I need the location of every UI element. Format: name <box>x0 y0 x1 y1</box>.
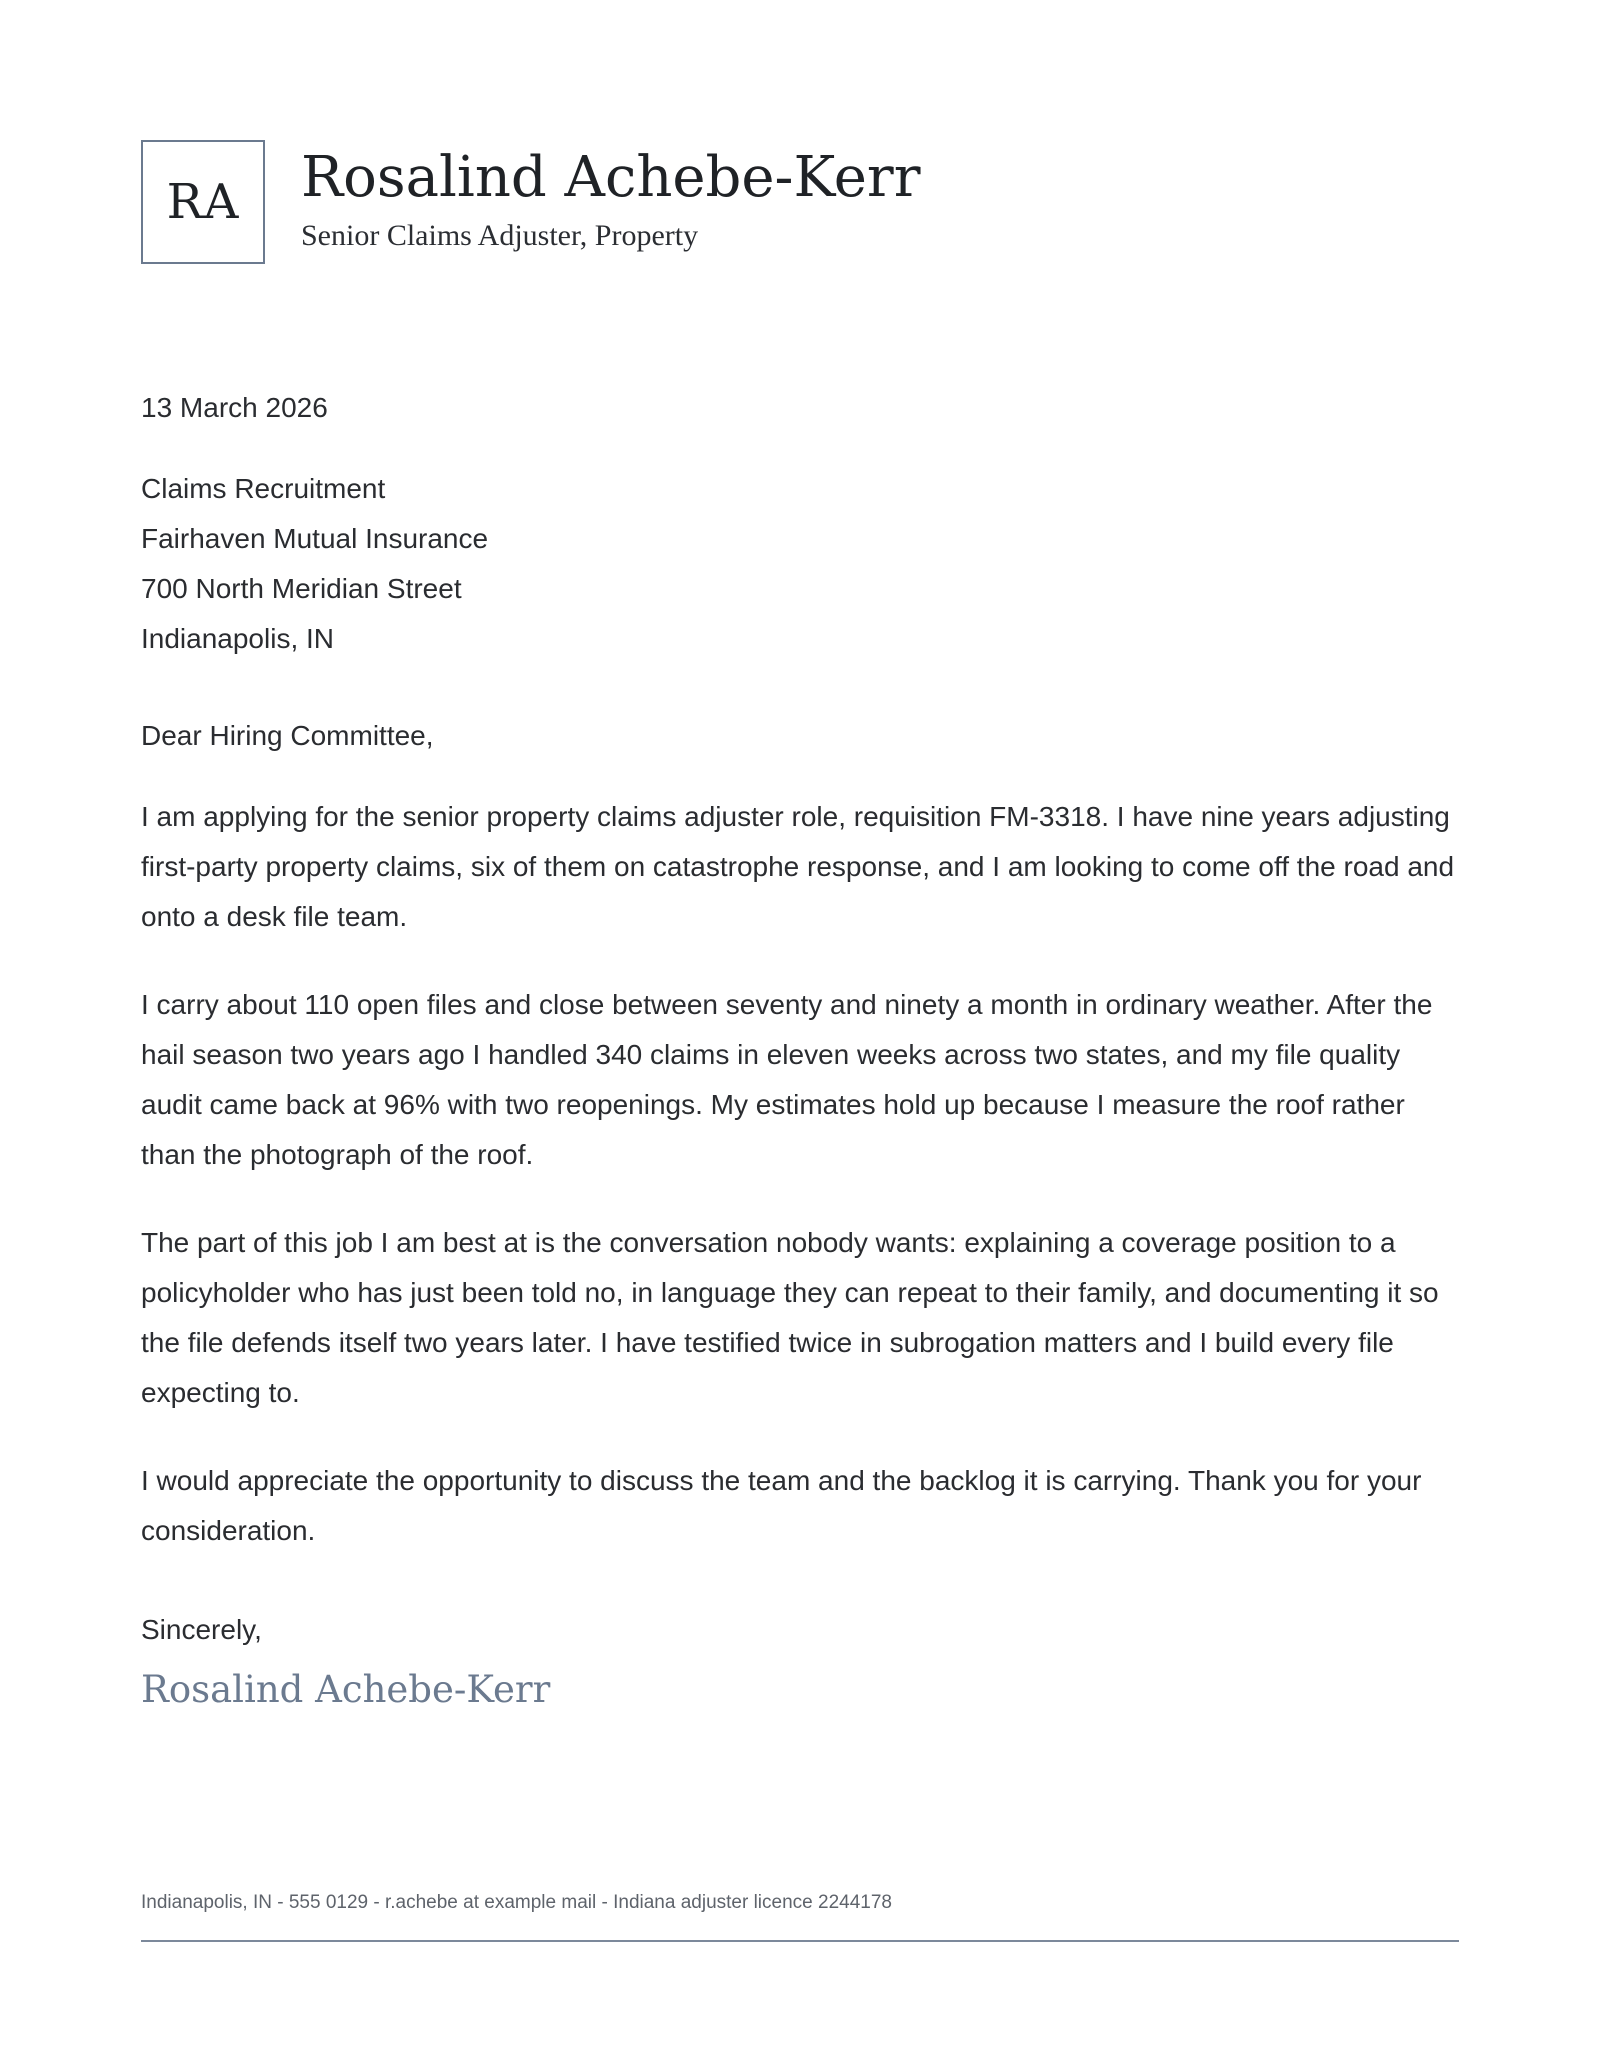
closing: Sincerely, <box>141 1614 262 1645</box>
sender-job-title: Senior Claims Adjuster, Property <box>301 219 699 252</box>
signature-name: Rosalind Achebe-Kerr <box>141 1668 551 1711</box>
recipient-address <box>141 464 488 664</box>
recipient-line: Indianapolis, IN <box>141 623 335 654</box>
footer-contact-line: Indianapolis, IN - 555 0129 - r.achebe at example mail - Indiana adjuster licence 2244178 <box>141 1892 892 1913</box>
body-paragraph: I carry about 110 open files and close between seventy and ninety a month in ordinary weather. After the hail season two years ago I handled 340 claims in eleven weeks across two states, and my file quality audit came back at 96% with two reopenings. My estimates hold up because I measure the roof rather than the photograph of the roof. <box>141 989 1433 1170</box>
letter-date: 13 March 2026 <box>141 392 328 423</box>
recipient-line: Fairhaven Mutual Insurance <box>141 523 489 554</box>
recipient-line: 700 North Meridian Street <box>141 573 462 604</box>
letterhead-title-block <box>301 144 920 256</box>
letterhead <box>141 140 920 264</box>
body-paragraph: I would appreciate the opportunity to discuss the team and the backlog it is carrying. Thank you for your consideration. <box>141 1465 1422 1546</box>
salutation: Dear Hiring Committee, <box>141 720 434 751</box>
footer-divider <box>141 1940 1459 1942</box>
recipient-line: Claims Recruitment <box>141 473 386 504</box>
sender-name: Rosalind Achebe-Kerr <box>301 145 921 210</box>
body-paragraph: The part of this job I am best at is the conversation nobody wants: explaining a coverage position to a policyholder who has just been told no, in language they can repeat to their family, and documenting it so the file defends itself two years later. I have testified twice in subrogation matters and I build every file expecting to. <box>141 1227 1439 1408</box>
body-paragraph: I am applying for the senior property claims adjuster role, requisition FM-3318. I have nine years adjusting first-party property claims, six of them on catastrophe response, and I am looking to come off the road and onto a desk file team. <box>141 801 1455 932</box>
monogram-badge: RA <box>141 140 265 264</box>
